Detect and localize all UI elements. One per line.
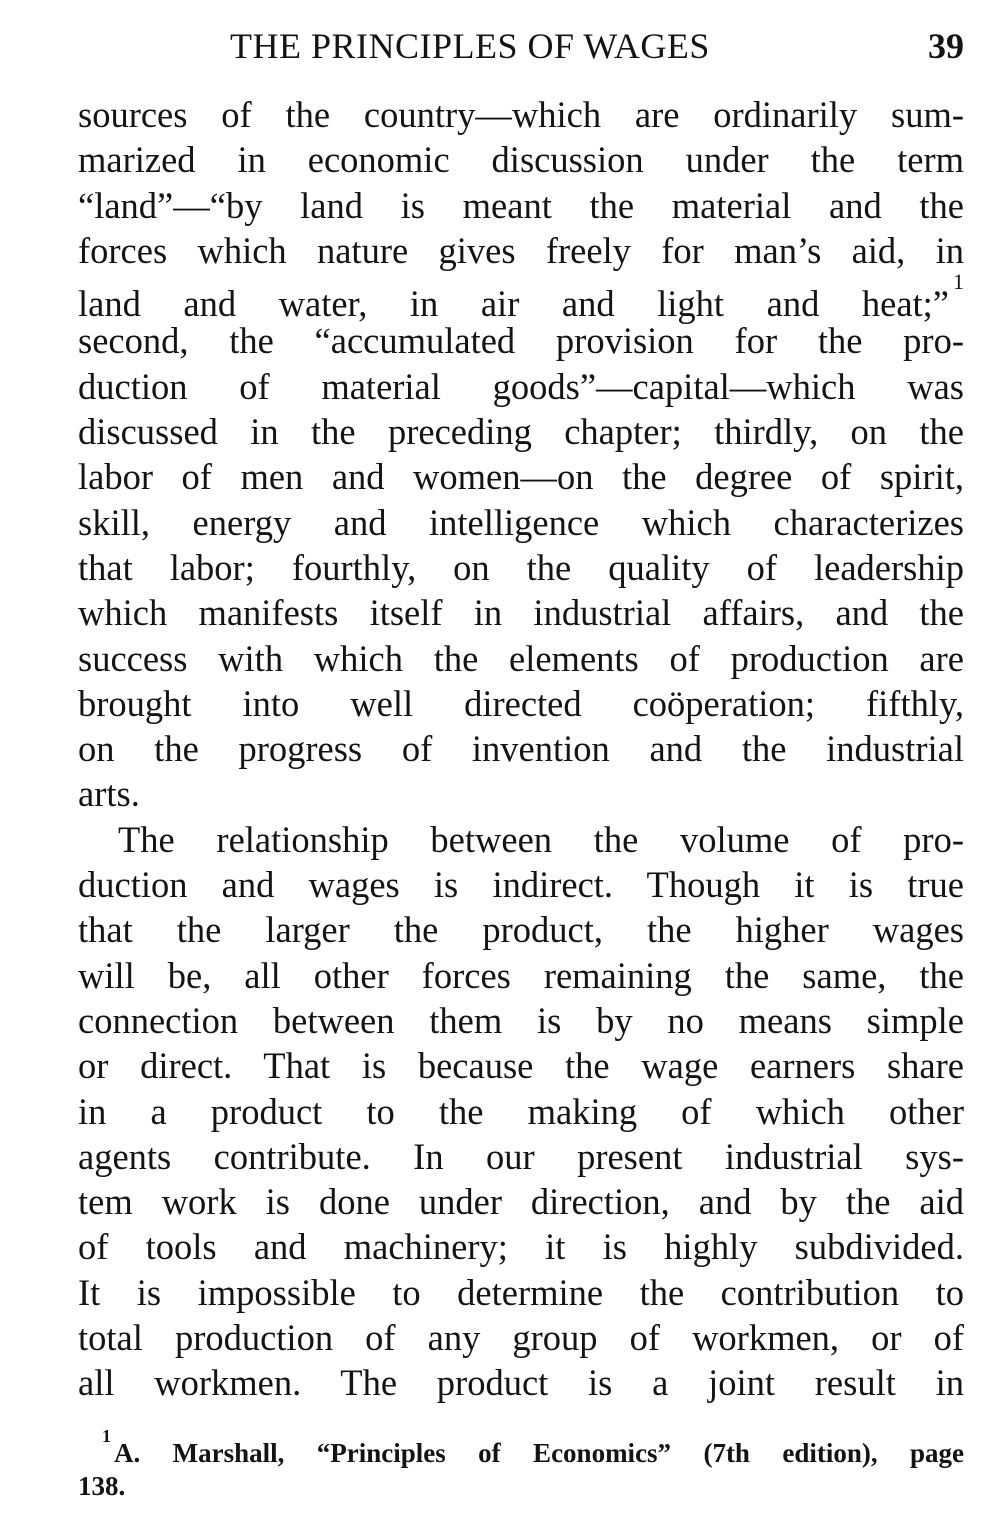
paragraph-start-line: The relationship between the volume of pro- — [118, 818, 964, 860]
text-line: tem work is done under direction, and by the aid — [78, 1181, 964, 1223]
footnote-line — [78, 1426, 964, 1470]
running-head — [78, 20, 964, 72]
footnote — [78, 1426, 964, 1503]
text-line: success with which the elements of production are — [78, 637, 964, 679]
page-number: 39 — [928, 26, 964, 66]
text-line: in a product to the making of which other — [78, 1090, 964, 1132]
text-line: duction of material goods”—capital—which was — [78, 365, 964, 407]
body-text — [78, 92, 964, 1406]
text-line-with-footnote — [78, 269, 964, 325]
text-line: duction and wages is indirect. Though it is true — [78, 864, 964, 906]
text-line: which manifests itself in industrial affairs, and the — [78, 592, 964, 634]
text-line: labor of men and women—on the degree of spirit, — [78, 456, 964, 498]
text-line: agents contribute. In our present industrial sys- — [78, 1135, 964, 1177]
text-line: It is impossible to determine the contribution to — [78, 1271, 964, 1313]
footnote-line: 138. — [78, 1471, 126, 1501]
running-title: THE PRINCIPLES OF WAGES — [230, 26, 710, 66]
footnote-reference: 1 — [953, 269, 964, 295]
text-line: discussed in the preceding chapter; thirdly, on the — [78, 411, 964, 453]
text-line-content: land and water, in air and light and heat;” — [78, 283, 949, 325]
text-line: sources of the country—which are ordinarily sum- — [78, 94, 964, 135]
text-line: brought into well directed coöperation; fifthly, — [78, 682, 964, 724]
text-line: marized in economic discussion under the term — [78, 139, 964, 181]
text-line: that the larger the product, the higher wages — [78, 909, 964, 951]
text-line: connection between them is by no means simple — [78, 999, 964, 1041]
text-line: “land”—“by land is meant the material and the — [78, 184, 964, 226]
text-line: all workmen. The product is a joint result in — [78, 1362, 964, 1404]
text-line: forces which nature gives freely for man’s aid, in — [78, 229, 964, 271]
footnote-marker: 1 — [102, 1426, 111, 1446]
text-line: skill, energy and intelligence which characterizes — [78, 501, 964, 543]
text-line: of tools and machinery; it is highly subdivided. — [78, 1226, 964, 1268]
paragraph-end-line: arts. — [78, 773, 140, 815]
footnote-text: A. Marshall, “Principles of Economics” (7th edition), page — [114, 1438, 964, 1468]
text-line: that labor; fourthly, on the quality of leadership — [78, 546, 964, 588]
text-line: will be, all other forces remaining the same, the — [78, 954, 964, 996]
text-line: second, the “accumulated provision for the pro- — [78, 320, 964, 362]
text-line: or direct. That is because the wage earners share — [78, 1045, 964, 1087]
text-line: total production of any group of workmen, or of — [78, 1317, 964, 1359]
text-line: on the progress of invention and the industrial — [78, 728, 964, 770]
